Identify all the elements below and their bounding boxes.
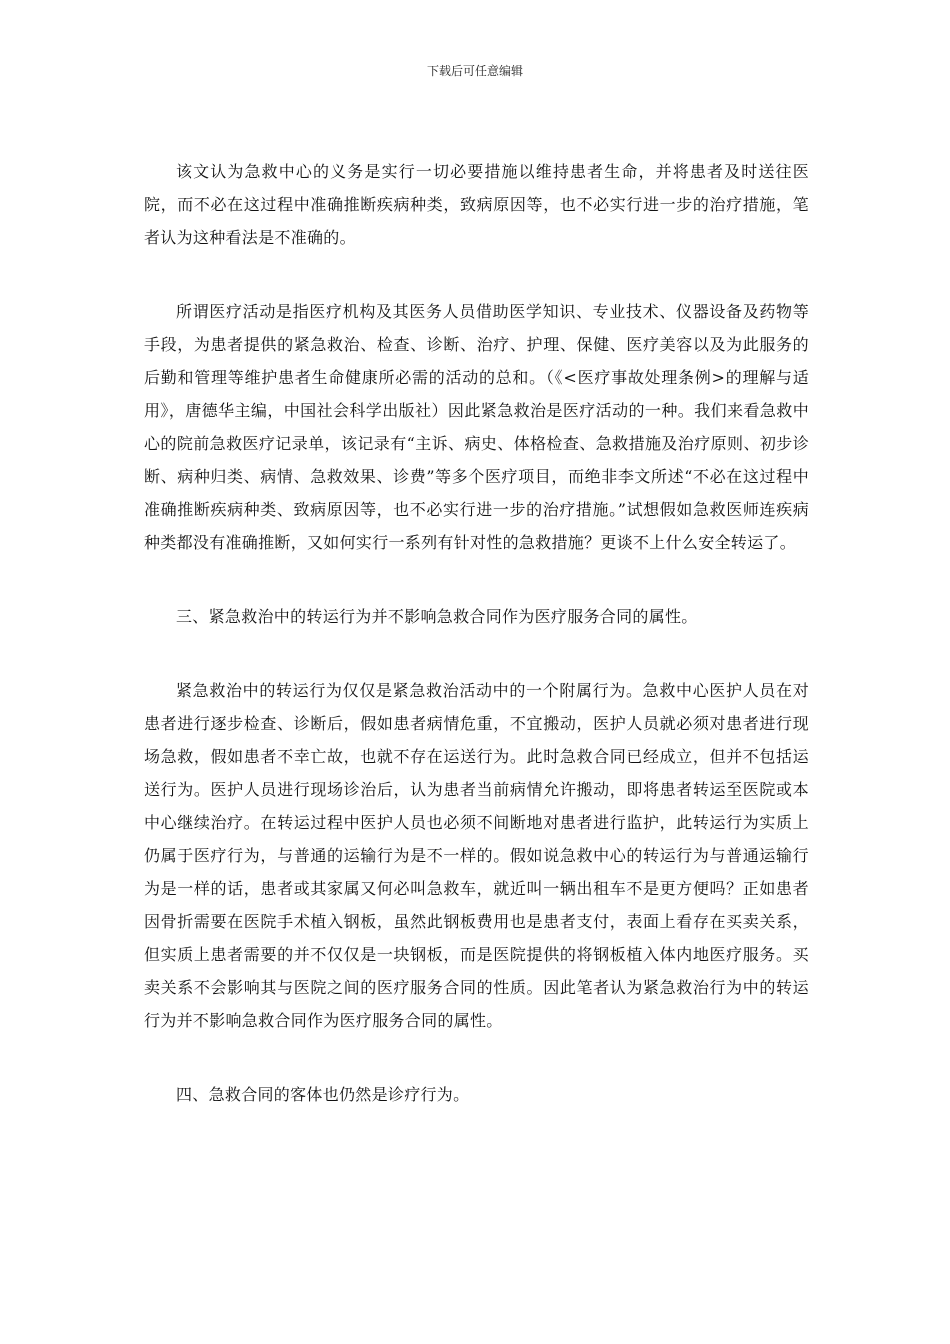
- document-body: [144, 155, 809, 1111]
- paragraph-1: 该文认为急救中心的义务是实行一切必要措施以维持患者生命，并将患者及时送往医院，而不必在这过程中准确推断疾病种类，致病原因等，也不必实行进一步的治疗措施，笔者认为这种看法是不准确的。: [144, 162, 809, 247]
- page-header: 下载后可任意编辑: [426, 64, 523, 78]
- section-heading-3: 三、紧急救治中的转运行为并不影响急救合同作为医疗服务合同的属性。: [176, 607, 698, 626]
- paragraph-3: 紧急救治中的转运行为仅仅是紧急救治活动中的一个附属行为。急救中心医护人员在对患者进行逐步检查、诊断后，假如患者病情危重，不宜搬动，医护人员就必须对患者进行现场急救，假如患者不幸亡故，也就不存在运送行为。此时急救合同已经成立，但并不包括运送行为。医护人员进行现场诊治后，认为患者当前病情允许搬动，即将患者转运至医院或本中心继续治疗。在转运过程中医护人员也必须不间断地对患者进行监护，此转运行为实质上仍属于医疗行为，与普通的运输行为是不一样的。假如说急救中心的转运行为与普通运输行为是一样的话，患者或其家属又何必叫急救车，就近叫一辆出租车不是更方便吗？正如患者因骨折需要在医院手术植入钢板，虽然此钢板费用也是患者支付，表面上看存在买卖关系，但实质上患者需要的并不仅仅是一块钢板，而是医院提供的将钢板植入体内地医疗服务。买卖关系不会影响其与医院之间的医疗服务合同的性质。因此笔者认为紧急救治行为中的转运行为并不影响急救合同作为医疗服务合同的属性。: [144, 681, 809, 1030]
- paragraph-2: 所谓医疗活动是指医疗机构及其医务人员借助医学知识、专业技术、仪器设备及药物等手段，为患者提供的紧急救治、检查、诊断、治疗、护理、保健、医疗美容以及为此服务的后勤和管理等维护患者生命健康所必需的活动的总和。（《<医疗事故处理条例>的理解与适用》，唐德华主编，中国社会科学出版社）因此紧急救治是医疗活动的一种。我们来看急救中心的院前急救医疗记录单，该记录有“主诉、病史、体格检查、急救措施及治疗原则、初步诊断、病种归类、病情、急救效果、诊费”等多个医疗项目，而绝非李文所述“不必在这过程中准确推断疾病种类、致病原因等，也不必实行进一步的治疗措施。”试想假如急救医师连疾病种类都没有准确推断，又如何实行一系列有针对性的急救措施？更谈不上什么安全转运了。: [144, 302, 809, 552]
- section-heading-4: 四、急救合同的客体也仍然是诊疗行为。: [176, 1085, 470, 1104]
